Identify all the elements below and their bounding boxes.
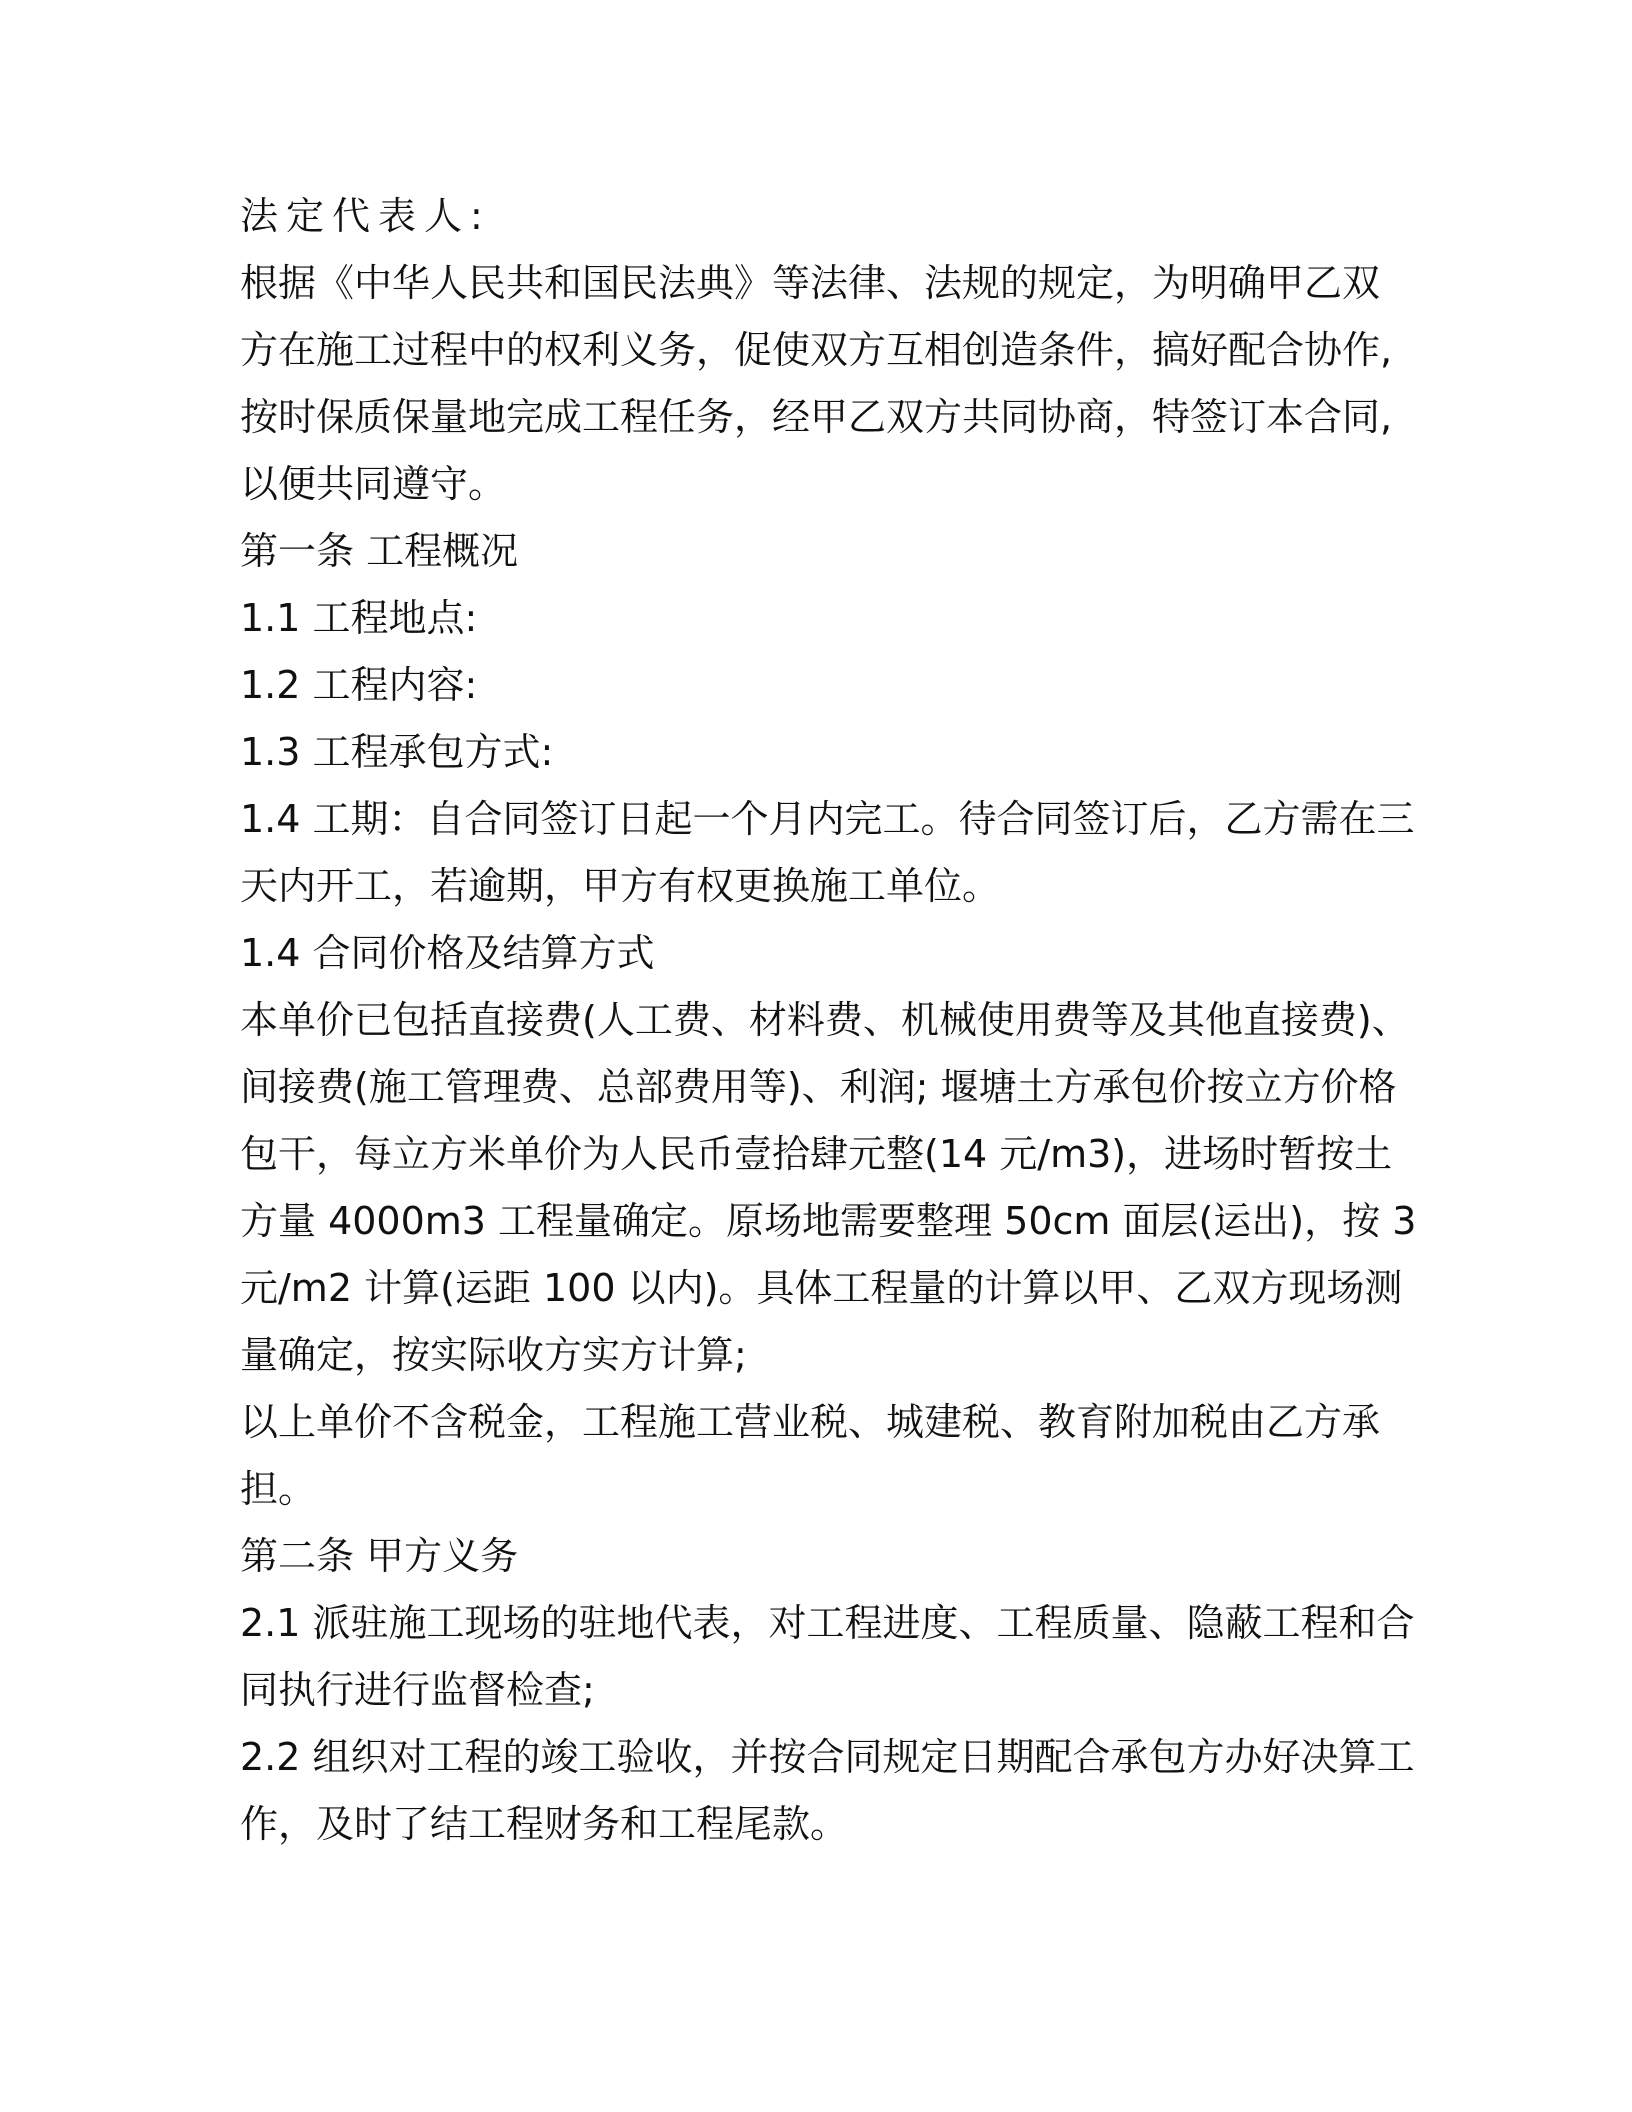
price-paragraph-line-4: 方量 4000m3 工程量确定。原场地需要整理 50cm 面层(运出)，按 3	[240, 1199, 1417, 1243]
tax-paragraph-line-2: 担。	[240, 1467, 317, 1511]
price-paragraph-line-3: 包干，每立方米单价为人民币壹拾肆元整(14 元/m3)，进场时暂按土	[240, 1132, 1393, 1176]
preamble-line-2: 方在施工过程中的权利义务，促使双方互相创造条件，搞好配合协作,	[240, 328, 1393, 372]
article-2-heading: 第二条 甲方义务	[240, 1534, 519, 1578]
clause-1-4-line-1: 1.4 工期：自合同签订日起一个月内完工。待合同签订后，乙方需在三	[240, 797, 1415, 841]
tax-paragraph-line-1: 以上单价不含税金，工程施工营业税、城建税、教育附加税由乙方承	[240, 1400, 1381, 1444]
preamble-line-3: 按时保质保量地完成工程任务，经甲乙双方共同协商，特签订本合同,	[240, 395, 1393, 439]
clause-1-2: 1.2 工程内容:	[240, 663, 478, 707]
document-body	[240, 183, 1417, 1858]
price-paragraph-line-1: 本单价已包括直接费(人工费、材料费、机械使用费等及其他直接费)、	[240, 998, 1410, 1042]
price-paragraph-line-5: 元/m2 计算(运距 100 以内)。具体工程量的计算以甲、乙双方现场测	[240, 1266, 1403, 1310]
preamble-line-4: 以便共同遵守。	[240, 462, 507, 506]
legal-representative-line: 法定代表人:	[240, 194, 491, 238]
clause-2-2-line-1: 2.2 组织对工程的竣工验收，并按合同规定日期配合承包方办好决算工	[240, 1735, 1415, 1779]
clause-1-3: 1.3 工程承包方式:	[240, 730, 554, 774]
clause-1-1: 1.1 工程地点:	[240, 596, 478, 640]
clause-2-2-line-2: 作，及时了结工程财务和工程尾款。	[240, 1802, 849, 1846]
clause-1-4-price-heading: 1.4 合同价格及结算方式	[240, 931, 655, 975]
price-paragraph-line-2: 间接费(施工管理费、总部费用等)、利润; 堰塘土方承包价按立方价格	[240, 1065, 1397, 1109]
clause-2-1-line-1: 2.1 派驻施工现场的驻地代表，对工程进度、工程质量、隐蔽工程和合	[240, 1601, 1415, 1645]
price-paragraph-line-6: 量确定，按实际收方实方计算;	[240, 1333, 747, 1377]
clause-1-4-line-2: 天内开工，若逾期，甲方有权更换施工单位。	[240, 864, 1001, 908]
preamble-line-1: 根据《中华人民共和国民法典》等法律、法规的规定，为明确甲乙双	[240, 261, 1381, 305]
clause-2-1-line-2: 同执行进行监督检查;	[240, 1668, 595, 1712]
article-1-heading: 第一条 工程概况	[240, 529, 519, 573]
